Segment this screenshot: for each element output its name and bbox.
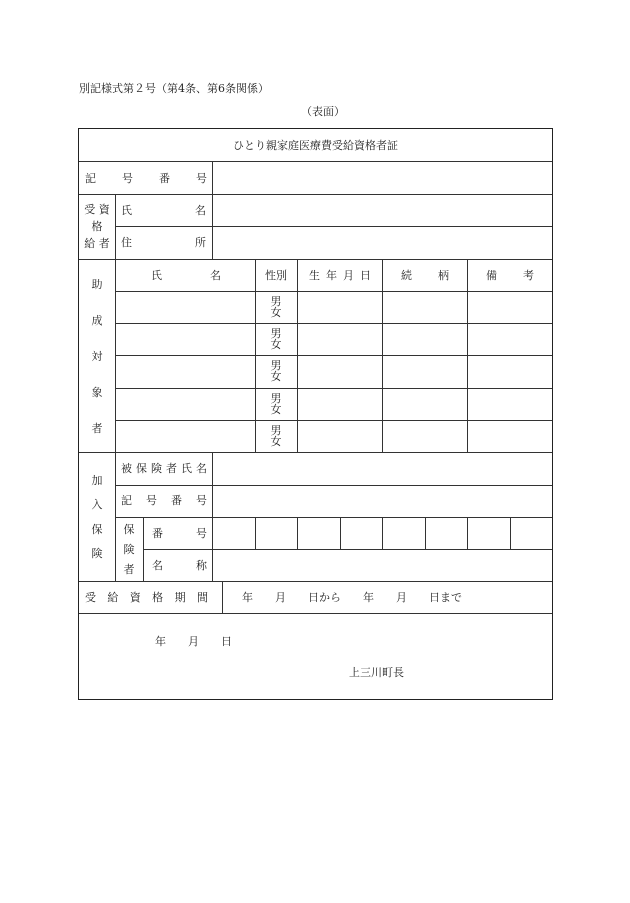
- line-h: [79, 161, 552, 162]
- line-h: [79, 581, 552, 582]
- qualified-group-label-1: 受 資: [84, 203, 110, 216]
- line-v: [115, 194, 116, 259]
- line-v: [222, 581, 223, 613]
- line-v: [467, 259, 468, 452]
- line-v: [115, 259, 116, 452]
- line-h: [115, 355, 552, 356]
- gender-female: 女: [270, 306, 282, 319]
- line-h: [115, 388, 552, 389]
- issuer: 上三川町長: [349, 666, 404, 679]
- line-v: [212, 161, 213, 194]
- insurer-name-label: 名 称: [152, 559, 207, 572]
- column-remarks: 備 考: [486, 269, 534, 282]
- line-v: [382, 259, 383, 452]
- form-title: ひとり親家庭医療費受給資格者証: [233, 139, 398, 152]
- gender-cell[interactable]: [255, 393, 297, 415]
- gender-cell[interactable]: [255, 360, 297, 382]
- line-h: [79, 613, 552, 614]
- line-h: [115, 323, 552, 324]
- gender-male: 男: [270, 295, 282, 308]
- column-relation: 続 柄: [401, 269, 449, 282]
- line-v: [425, 517, 426, 549]
- gender-cell[interactable]: [255, 296, 297, 318]
- line-h: [115, 485, 552, 486]
- gender-male: 男: [270, 359, 282, 372]
- line-v: [297, 517, 298, 549]
- line-v: [212, 194, 213, 259]
- line-h: [115, 291, 552, 292]
- issue-date: 年 月 日: [155, 635, 232, 648]
- qualified-address-field[interactable]: [219, 231, 545, 253]
- side-label: （表面）: [301, 105, 345, 118]
- gender-male: 男: [270, 392, 282, 405]
- line-v: [382, 517, 383, 549]
- column-gender: 性別: [265, 269, 287, 282]
- line-v: [255, 517, 256, 549]
- gender-male: 男: [270, 327, 282, 340]
- line-v: [255, 259, 256, 452]
- period-value: 年 月 日から 年 月 日まで: [242, 591, 462, 604]
- line-v: [467, 517, 468, 549]
- line-v: [297, 259, 298, 452]
- gender-cell[interactable]: [255, 328, 297, 350]
- insurer-name-field[interactable]: [219, 554, 545, 576]
- form-number: 別記様式第２号（第4条、第6条関係）: [79, 82, 269, 95]
- record-number-field[interactable]: [219, 167, 545, 189]
- insured-name-label: 被 保 険 者 氏 名: [121, 462, 207, 475]
- record-number-label: 記 号 番 号: [85, 172, 207, 185]
- certificate-form: [78, 128, 553, 700]
- line-h: [115, 420, 552, 421]
- gender-male: 男: [270, 424, 282, 437]
- line-v: [510, 517, 511, 549]
- line-h: [79, 194, 552, 195]
- line-h: [79, 259, 552, 260]
- line-h: [115, 226, 552, 227]
- beneficiaries-group-label: 助 成 対 象 者: [91, 278, 103, 435]
- gender-cell[interactable]: [255, 425, 297, 447]
- line-v: [143, 517, 144, 581]
- insurance-group-label: 加 入 保 険: [91, 474, 103, 560]
- gender-female: 女: [270, 403, 282, 416]
- qualified-name-label: 氏 名: [121, 204, 206, 217]
- line-h: [115, 517, 552, 518]
- column-name: 氏 名: [151, 269, 221, 282]
- qualified-address-label: 住 所: [121, 236, 206, 249]
- gender-female: 女: [270, 435, 282, 448]
- line-v: [212, 452, 213, 581]
- period-label: 受 給 資 格 期 間: [85, 591, 208, 604]
- gender-female: 女: [270, 338, 282, 351]
- line-h: [143, 549, 552, 550]
- line-v: [340, 517, 341, 549]
- symbol-number-field[interactable]: [219, 490, 545, 512]
- qualified-name-field[interactable]: [219, 199, 545, 221]
- insurer-number-label: 番 号: [152, 527, 207, 540]
- qualified-group-label-3: 給 者: [84, 237, 110, 250]
- qualified-group-label-2: 格: [91, 220, 103, 233]
- line-h: [79, 452, 552, 453]
- column-birthdate: 生 年 月 日: [309, 269, 371, 282]
- insured-name-field[interactable]: [219, 457, 545, 479]
- insurer-label: 保 険 者: [123, 523, 135, 576]
- symbol-number-label: 記 号 番 号: [121, 494, 207, 507]
- gender-female: 女: [270, 370, 282, 383]
